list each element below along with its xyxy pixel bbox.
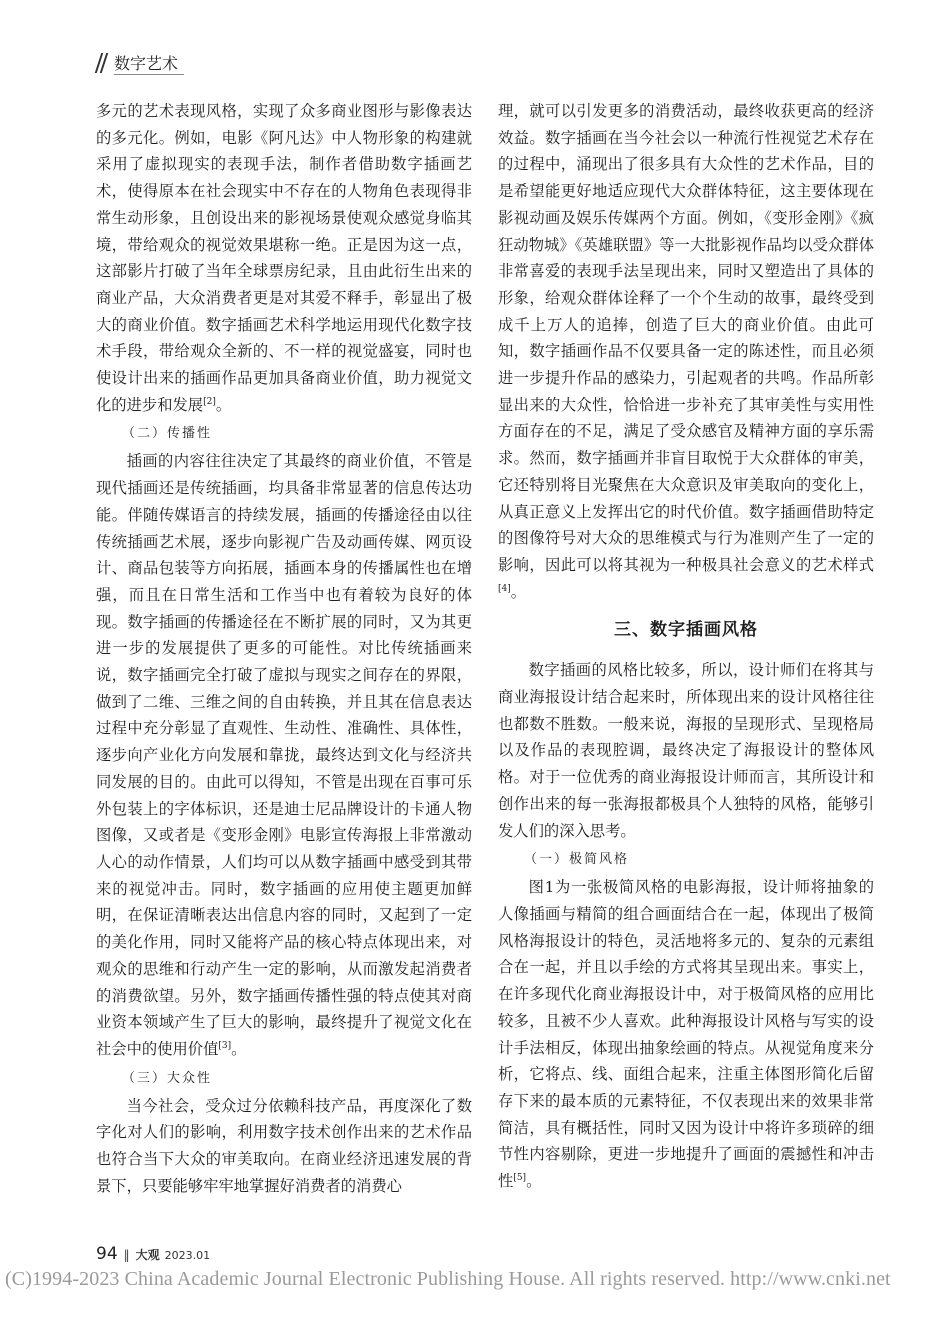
paragraph: 插画的内容往往决定了其最终的商业价值，不管是现代插画还是传统插画，均具备非常显著的信息传达功能。伴随传媒语言的持续发展，插画的传播途径由以往传统插画艺术展，逐步向影视广告及动画传媒、网页设计、商品包装等方向拓展，插画本身的传播属性也在增强，而且在日常生活和工作当中也有着较为良好的体现。数字插画的传播途径在不断扩展的同时，又为其更进一步的发展提供了更多的可能性。对比传统插画来说，数字插画完全打破了虚拟与现实之间存在的界限，做到了二维、三维之间的自由转换，并且其在信息表达过程中充分彰显了直观性、生动性、准确性、具体性，逐步向产业化方向发展和靠拢，最终达到文化与经济共同发展的目的。由此可以得知，不管是出现在百事可乐外包装上的字体标识，还是迪士尼品牌设计的卡通人物图像，又或者是《变形金刚》电影宣传海报上非常激动人心的动作情景，人们均可以从数字插画中感受到其带来的视觉冲击。同时，数字插画的应用使主题更加鲜明，在保证清晰表达出信息内容的同时，又起到了一定的美化作用，同时又能将产品的核心特点体现出来，对观众的思维和行动产生一定的影响，从而激发起消费者的消费欲望。另外，数字插画传播性强的特点使其对商业资本领域产生了巨大的影响，最终提升了视觉文化在社会中的使用价值[3]。 [96,452,472,1058]
running-header [96,50,184,76]
section-title: 三、数字插画风格 [614,620,758,641]
section-label: 数字艺术 [114,51,184,75]
page-footer [96,1244,210,1264]
journal-issue: 2023.01 [164,1249,211,1262]
subsection-heading: （三）大众性 [122,1070,213,1086]
copyright-watermark: (C)1994-2023 China Academic Journal Electronic Publishing House. All rights reserved. http://www.cnki.net [5,1268,891,1290]
subsection-heading: （一）极简风格 [524,852,630,868]
paragraph: 图1为一张极简风格的电影海报，设计师将抽象的人像插画与精简的组合画面结合在一起，体现出了极简风格海报设计的特色，灵活地将多元的、复杂的元素组合在一起，并且以手绘的方式将其呈现出来。事实上，在许多现代化商业海报设计中，对于极简风格的应用比较多，且被不少人喜欢。此种海报设计风格与写实的设计手法相反，体现出抽象绘画的特点。从视觉角度来分析，它将点、线、面组合起来，注重主体图形简化后留存下来的最本质的元素特征，不仅表现出来的效果非常简洁，具有概括性，同时又因为设计中将许多琐碎的细节性内容剔除，更进一步地提升了画面的震撼性和冲击性[5]。 [498,878,874,1191]
citation-ref: [5] [513,1172,527,1183]
footer-separator: ‖ [123,1248,130,1262]
header-bracket-icon [96,51,110,75]
subsection-heading: （二）传播性 [122,426,213,442]
paragraph: 理，就可以引发更多的消费活动，最终收获更高的经济效益。数字插画在当今社会以一种流行性视觉艺术存在的过程中，涌现出了很多具有大众性的艺术作品，目的是希望能更好地适应现代大众群体特征，这主要体现在影视动画及娱乐传媒两个方面。例如，《变形金刚》《疯狂动物城》《英雄联盟》等一大批影视作品均以受众群体非常喜爱的表现手法呈现出来，同时又塑造出了具体的形象，给观众群体诠释了一个个生动的故事，最终受到成千上万人的追捧，创造了巨大的商业价值。由此可知，数字插画作品不仅要具备一定的陈述性，而且必须进一步提升作品的感染力，引起观者的共鸣。作品所彰显出来的大众性，恰恰进一步补充了其审美性与实用性方面存在的不足，满足了受众感官及精神方面的享乐需求。然而，数字插画并非盲目取悦于大众群体的审美，它还特别将目光聚焦在大众意识及审美取向的变化上，从真正意义上发挥出它的时代价值。数字插画借助特定的图像符号对大众的思维模式与行为准则产生了一定的影响，因此可以将其视为一种极具社会意义的艺术样式[4]。 [498,102,874,601]
citation-ref: [2] [203,396,216,407]
left-column [96,98,472,1199]
journal-name: 大观 [135,1248,160,1262]
paragraph: 数字插画的风格比较多，所以，设计师们在将其与商业海报设计结合起来时，所体现出来的设计风格往往也都数不胜数。一般来说，海报的呈现形式、呈现格局以及作品的表现腔调，最终决定了海报设计的整体风格。对于一位优秀的商业海报设计师而言，其所设计和创作出来的每一张海报都极具个人独特的风格，能够引发人们的深入思考。 [498,661,874,840]
right-column [498,98,874,1195]
citation-ref: [4] [498,583,511,594]
paragraph: 多元的艺术表现风格，实现了众多商业图形与影像表达的多元化。例如，电影《阿凡达》中人物形象的构建就采用了虚拟现实的表现手法，制作者借助数字插画艺术，使得原本在社会现实中不存在的人物角色表现得非常生动形象，且创设出来的影视场景使观众感觉身临其境，带给观众的视觉效果堪称一绝。正是因为这一点，这部影片打破了当年全球票房纪录，且由此衍生出来的商业产品，大众消费者更是对其爱不释手，彰显出了极大的商业价值。数字插画艺术科学地运用现代化数字技术手段，带给观众全新的、不一样的视觉盛宴，同时也使设计出来的插画作品更加具备商业价值，助力视觉文化的进步和发展[2]。 [96,102,472,414]
page-number: 94 [96,1244,118,1264]
citation-ref: [3] [218,1040,232,1051]
paragraph: 当今社会，受众过分依赖科技产品，再度深化了数字化对人们的影响，利用数字技术创作出来的艺术作品也符合当下大众的审美取向。在商业经济迅速发展的背景下，只要能够牢牢地掌握好消费者的消费心 [96,1096,472,1195]
